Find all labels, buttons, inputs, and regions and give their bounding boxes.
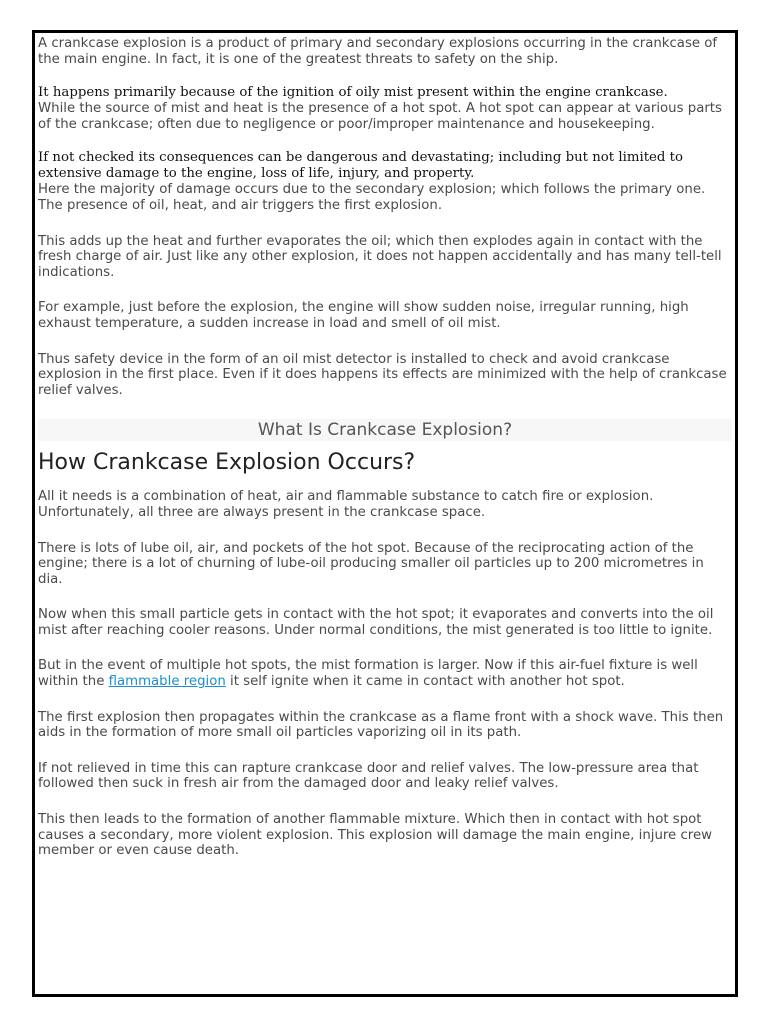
body-paragraph-3: Now when this small particle gets in contact with the hot spot; it evaporates and converts into the oil mist after reaching cooler reasons. Under normal conditions, the mist generated is too little to ignite.: [38, 607, 714, 638]
body-paragraph-6: If not relieved in time this can rapture crankcase door and relief valves. The low-pressure area that followed then suck in fresh air from the damaged door and leaky relief valves.: [38, 760, 699, 792]
body-paragraph-5: The first explosion then propagates within the crankcase as a flame front with a shock wave. This then aids in the formation of more small oil particles vaporizing oil in its path.: [38, 709, 724, 741]
page-frame: [32, 30, 738, 997]
intro-paragraph-4: This adds up the heat and further evaporates the oil; which then explodes again in contact with the fresh charge of air. Just like any other explosion, it does not happen accidentally and has many tell-tell indications.: [38, 233, 722, 280]
intro-paragraph-3: Here the majority of damage occurs due to the secondary explosion; which follows the primary one. The presence of oil, heat, and air triggers the first explosion.: [38, 182, 706, 213]
body-paragraph-2: There is lots of lube oil, air, and pockets of the hot spot. Because of the reciprocating action of the engine; there is a lot of churning of lube-oil producing smaller oil particles up to 200 micrometres in dia.: [38, 540, 704, 587]
flammable-region-link[interactable]: flammable region: [108, 674, 226, 690]
body-paragraph-4-text-after: it self ignite when it came in contact with another hot spot.: [225, 674, 625, 690]
intro-paragraph-5: For example, just before the explosion, the engine will show sudden noise, irregular running, high exhaust temperature, a sudden increase in load and smell of oil mist.: [38, 300, 689, 331]
intro-paragraph-1: A crankcase explosion is a product of primary and secondary explosions occurring in the crankcase of the main engine. In fact, it is one of the greatest threats to safety on the ship.: [38, 36, 718, 67]
body-paragraph-4: [38, 658, 732, 689]
intro-paragraph-6: Thus safety device in the form of an oil mist detector is installed to check and avoid crankcase explosion in the first place. Even if it does happens its effects are minimized with the help of crankcase relief valves.: [38, 351, 727, 398]
section-bar-title: What Is Crankcase Explosion?: [38, 419, 732, 441]
article-content: [35, 33, 735, 859]
intro-serif-statement-2: If not checked its consequences can be dangerous and devastating; including but not limited to extensive damage to the engine, loss of life, injury, and property.: [38, 150, 684, 182]
body-paragraph-7: This then leads to the formation of another flammable mixture. Which then in contact with hot spot causes a secondary, more violent explosion. This explosion will damage the main engine, injure crew member or even cause death.: [38, 812, 713, 859]
body-paragraph-4-text-before: But in the event of multiple hot spots, the mist formation is larger. Now if this air-fuel fixture is well within the: [38, 658, 698, 690]
intro-serif-statement-1: It happens primarily because of the ignition of oily mist present within the engine crankcase.: [38, 85, 668, 101]
body-paragraph-1: All it needs is a combination of heat, air and flammable substance to catch fire or explosion. Unfortunately, all three are always present in the crankcase space.: [38, 489, 654, 520]
section-heading: How Crankcase Explosion Occurs?: [38, 450, 416, 476]
intro-paragraph-2: While the source of mist and heat is the presence of a hot spot. A hot spot can appear at various parts of the crankcase; often due to negligence or poor/improper maintenance and housekeeping.: [38, 101, 722, 132]
